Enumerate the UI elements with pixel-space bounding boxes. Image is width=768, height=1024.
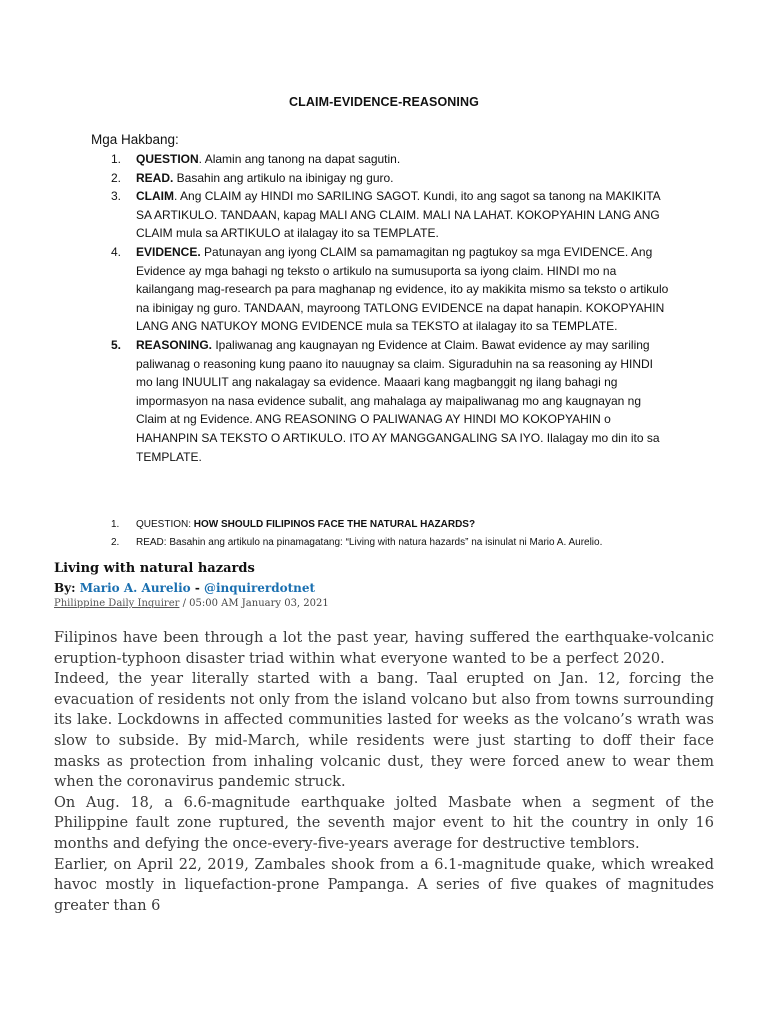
steps-list xyxy=(111,150,671,466)
article-paragraph: Indeed, the year literally started with a bang. Taal erupted on Jan. 12, forcing the evacuation of residents not only from the island volcano but also from towns surrounding its lake. Lockdowns in affected communities lasted for weeks as the volcano’s wrath was slow to subside. By mid-March, while residents were just starting to doff their face masks as protection from inhaling volcanic dust, they were forced anew to wear them when the coronavirus pandemic struck. xyxy=(54,671,714,791)
step-number: 5. xyxy=(111,337,122,352)
step-text: Ang CLAIM ay HINDI mo SARILING SAGOT. Kundi, ito ang sagot sa tanong na MAKIKITA SA ARTIKULO. TANDAAN, kapag MALI ANG CLAIM. MALI NA LAHAT. KOKOPYAHIN LANG ANG CLAIM mula sa ARTIKULO at ilalagay ito sa TEMPLATE. xyxy=(136,189,661,241)
article-body xyxy=(54,628,714,916)
handle-link[interactable]: @inquirerdotnet xyxy=(203,581,316,595)
step-item: 3. CLAIM. Ang CLAIM ay HINDI mo SARILING SAGOT. Kundi, ito ang sagot sa tanong na MAKIKITA SA ARTIKULO. TANDAAN, kapag MALI ANG CLAIM. MALI NA LAHAT. KOKOPYAHIN LANG ANG CLAIM mula sa ARTIKULO at ilalagay ito sa TEMPLATE. xyxy=(111,187,671,243)
article-source xyxy=(54,598,329,609)
step-item xyxy=(111,336,671,466)
step-item xyxy=(111,243,671,336)
step-label: CLAIM xyxy=(136,189,174,204)
publish-date: / 05:00 AM January 03, 2021 xyxy=(179,598,329,609)
task-text: READ: Basahin ang artikulo na pinamagatang: “Living with natura hazards” na isinulat ni Mario A. Aurelio. xyxy=(136,537,603,548)
task-list xyxy=(111,516,731,552)
step-number: 3. xyxy=(111,189,122,204)
step-label: QUESTION xyxy=(136,152,199,166)
step-item xyxy=(111,169,671,188)
article-paragraph: On Aug. 18, a 6.6-magnitude earthquake jolted Masbate when a segment of the Philippine fault zone ruptured, the seventh major event to hit the country in only 16 months and defying the once-every-five-years average for destructive temblors. xyxy=(54,794,714,852)
step-text: Alamin ang tanong na dapat sagutin. xyxy=(202,152,401,166)
step-label: EVIDENCE. xyxy=(136,244,201,259)
step-number: 1. xyxy=(111,152,122,166)
task-prefix: QUESTION: xyxy=(136,519,194,530)
article-paragraph: Filipinos have been through a lot the past year, having suffered the earthquake-volcanic eruption-typhoon disaster triad within what everyone wanted to be a perfect 2020. xyxy=(54,630,714,667)
task-number: 1. xyxy=(111,519,120,530)
article-paragraph: Earlier, on April 22, 2019, Zambales shook from a 6.1-magnitude quake, which wreaked havoc mostly in liquefaction-prone Pampanga. A series of five quakes of magnitudes greater than 6 xyxy=(54,856,714,914)
step-text: Ipaliwanag ang kaugnayan ng Evidence at Claim. Bawat evidence ay may sariling paliwanag o reasoning kung paano ito nauugnay sa claim. Siguraduhin na sa reasoning ay HINDI mo lang INUULIT ang nakalagay sa evidence. Maaari kang magbanggit ng ilang bahagi ng impormasyon na nasa evidence subalit, ang mahalaga ay maipaliwanag mo ang kaugnayan ng Claim at ng Evidence. ANG REASONING O PALIWANAG AY HINDI MO KOKOPYAHIN o HAHANPIN SA TEKSTO O ARTIKULO. ITO AY MANGGANGALING SA IYO. Ilalagay mo din ito sa TEMPLATE. xyxy=(136,337,660,464)
task-item xyxy=(111,516,731,534)
step-number: 2. xyxy=(111,170,122,185)
step-label: REASONING. xyxy=(136,337,213,352)
task-item xyxy=(111,534,731,552)
document-title: CLAIM-EVIDENCE-REASONING xyxy=(289,95,479,109)
article-byline: By: Mario A. Aurelio - @inquirerdotnet xyxy=(54,581,316,595)
step-item: 1. QUESTION. Alamin ang tanong na dapat sagutin. xyxy=(111,150,671,169)
task-question: HOW SHOULD FILIPINOS FACE THE NATURAL HAZARDS? xyxy=(193,519,476,530)
by-label: By: xyxy=(54,581,80,595)
article-title: Living with natural hazards xyxy=(54,561,255,576)
step-label: READ. xyxy=(136,170,174,185)
author-link[interactable]: Mario A. Aurelio xyxy=(79,581,191,595)
publication-link[interactable]: Philippine Daily Inquirer xyxy=(54,598,180,609)
step-number: 4. xyxy=(111,244,122,259)
step-text: Patunayan ang iyong CLAIM sa pamamagitan ng pagtukoy sa mga EVIDENCE. Ang Evidence ay mga bahagi ng teksto o artikulo na sumusuporta sa iyong claim. HINDI mo na kailangang mag-research pa para maghanap ng evidence, ito ay makikita mismo sa teksto o artikulo na ibinigay ng guro. TANDAAN, mayroong TATLONG EVIDENCE na dapat hanapin. KOKOPYAHIN LANG ANG NATUKOY MONG EVIDENCE mula sa TEKSTO at ilalagay ito sa TEMPLATE. xyxy=(136,244,669,334)
steps-heading: Mga Hakbang: xyxy=(91,132,179,147)
task-number: 2. xyxy=(111,537,120,548)
step-text: Basahin ang artikulo na ibinigay ng guro. xyxy=(173,170,394,185)
